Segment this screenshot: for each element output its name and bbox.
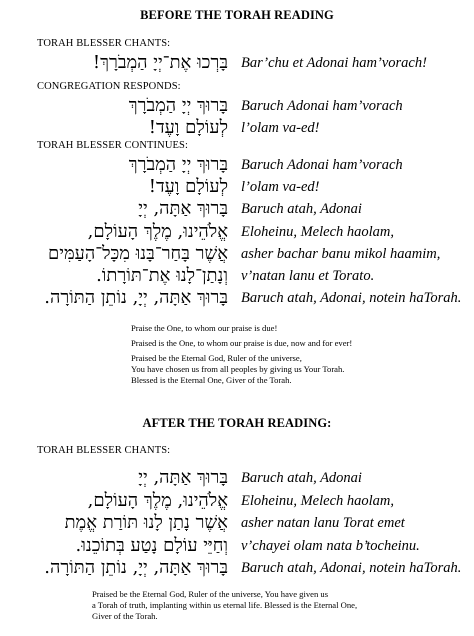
- english-line: Giver of the Torah.: [92, 611, 158, 621]
- before-line-4: [0, 154, 474, 176]
- after-title: AFTER THE TORAH READING:: [142, 416, 332, 430]
- english-line: Praised is the One, to whom our praise is due, now and for ever!: [131, 338, 353, 348]
- after-heading-blesser-chants: TORAH BLESSER CHANTS:: [37, 445, 171, 456]
- before-title: BEFORE THE TORAH READING: [140, 8, 334, 22]
- before-english-translation: [131, 323, 352, 386]
- after-line-5: [0, 557, 474, 579]
- transliteration-text: Eloheinu, Melech haolam,: [241, 493, 395, 509]
- transliteration-text: asher bachar banu mikol haamim,: [241, 246, 441, 262]
- after-line-4: [0, 535, 474, 557]
- hebrew-text: בָּרוּךְ אַתָּה, יְיָ: [138, 467, 228, 488]
- hebrew-text: וְנָתַן־לָנוּ אֶת־תּוֹרָתוֹ.: [96, 265, 228, 286]
- after-line-3: [0, 512, 474, 534]
- hebrew-text: בָּרוּךְ אַתָּה, יְיָ, נוֹתֵן הַתּוֹרָה.: [44, 287, 228, 308]
- before-heading-congregation-responds: CONGREGATION RESPONDS:: [37, 81, 181, 92]
- hebrew-text: אֲשֶׁר נָתַן לָנוּ תּוֹרַת אֱמֶת: [64, 512, 228, 533]
- after-english-translation: [92, 589, 357, 622]
- hebrew-text: בָּרוּךְ יְיָ הַמְבֹרָךְ: [128, 95, 228, 116]
- transliteration-text: Baruch atah, Adonai, notein haTorah.: [241, 290, 462, 306]
- english-line: Praised be the Eternal God, Ruler of the universe,: [131, 353, 302, 363]
- before-line-2: [0, 95, 474, 117]
- transliteration-text: l’olam va-ed!: [241, 179, 320, 195]
- transliteration-text: Baruch Adonai ham’vorach: [241, 98, 403, 114]
- before-line-8: [0, 243, 474, 265]
- hebrew-text: לְעוֹלָם וָעֶד!: [148, 117, 228, 138]
- transliteration-text: Baruch atah, Adonai, notein haTorah.: [241, 560, 462, 576]
- before-line-1: [0, 52, 474, 74]
- transliteration-text: v’natan lanu et Torato.: [241, 268, 375, 284]
- after-line-2: [0, 490, 474, 512]
- transliteration-text: Baruch Adonai ham’vorach: [241, 157, 403, 173]
- hebrew-text: אֱלֹהֵינוּ, מֶלֶךְ הָעוֹלָם,: [87, 490, 228, 511]
- transliteration-text: Baruch atah, Adonai: [241, 201, 362, 217]
- before-line-3: [0, 117, 474, 139]
- transliteration-text: Baruch atah, Adonai: [241, 470, 362, 486]
- hebrew-text: וְחַיֵּי עוֹלָם נָטַע בְּתוֹכֵנוּ.: [75, 535, 228, 556]
- before-heading-blesser-continues: TORAH BLESSER CONTINUES:: [37, 140, 188, 151]
- hebrew-text: לְעוֹלָם וָעֶד!: [148, 176, 228, 197]
- transliteration-text: asher natan lanu Torat emet: [241, 515, 405, 531]
- before-line-6: [0, 198, 474, 220]
- before-line-9: [0, 265, 474, 287]
- transliteration-text: l’olam va-ed!: [241, 120, 320, 136]
- transliteration-text: v’chayei olam nata b’tocheinu.: [241, 538, 420, 554]
- hebrew-text: אֲשֶׁר בָּחַר־בָּנוּ מִכָּל־הָעַמִּים: [48, 243, 228, 264]
- hebrew-text: בָּרוּךְ יְיָ הַמְבֹרָךְ: [128, 154, 228, 175]
- before-line-10: [0, 287, 474, 309]
- hebrew-text: בָּרוּךְ אַתָּה, יְיָ: [138, 198, 228, 219]
- before-heading-blesser-chants: TORAH BLESSER CHANTS:: [37, 38, 171, 49]
- transliteration-text: Eloheinu, Melech haolam,: [241, 224, 395, 240]
- english-line: a Torah of truth, implanting within us eternal life. Blessed is the Eternal One,: [92, 600, 358, 610]
- transliteration-text: Bar’chu et Adonai ham’vorach!: [241, 55, 427, 71]
- before-line-7: [0, 221, 474, 243]
- english-line: Praised be the Eternal God, Ruler of the universe, You have given us: [92, 589, 329, 599]
- before-line-5: [0, 176, 474, 198]
- english-line: Praise the One, to whom our praise is due!: [131, 323, 278, 333]
- after-line-1: [0, 467, 474, 489]
- hebrew-text: אֱלֹהֵינוּ, מֶלֶךְ הָעוֹלָם,: [87, 221, 228, 242]
- hebrew-text: בָּרְכוּ אֶת־יְיָ הַמְבֹרָךְ!: [92, 52, 228, 73]
- english-line: Blessed is the Eternal One, Giver of the Torah.: [131, 375, 292, 385]
- english-line: You have chosen us from all peoples by giving us Your Torah.: [131, 364, 345, 374]
- hebrew-text: בָּרוּךְ אַתָּה, יְיָ, נוֹתֵן הַתּוֹרָה.: [44, 557, 228, 578]
